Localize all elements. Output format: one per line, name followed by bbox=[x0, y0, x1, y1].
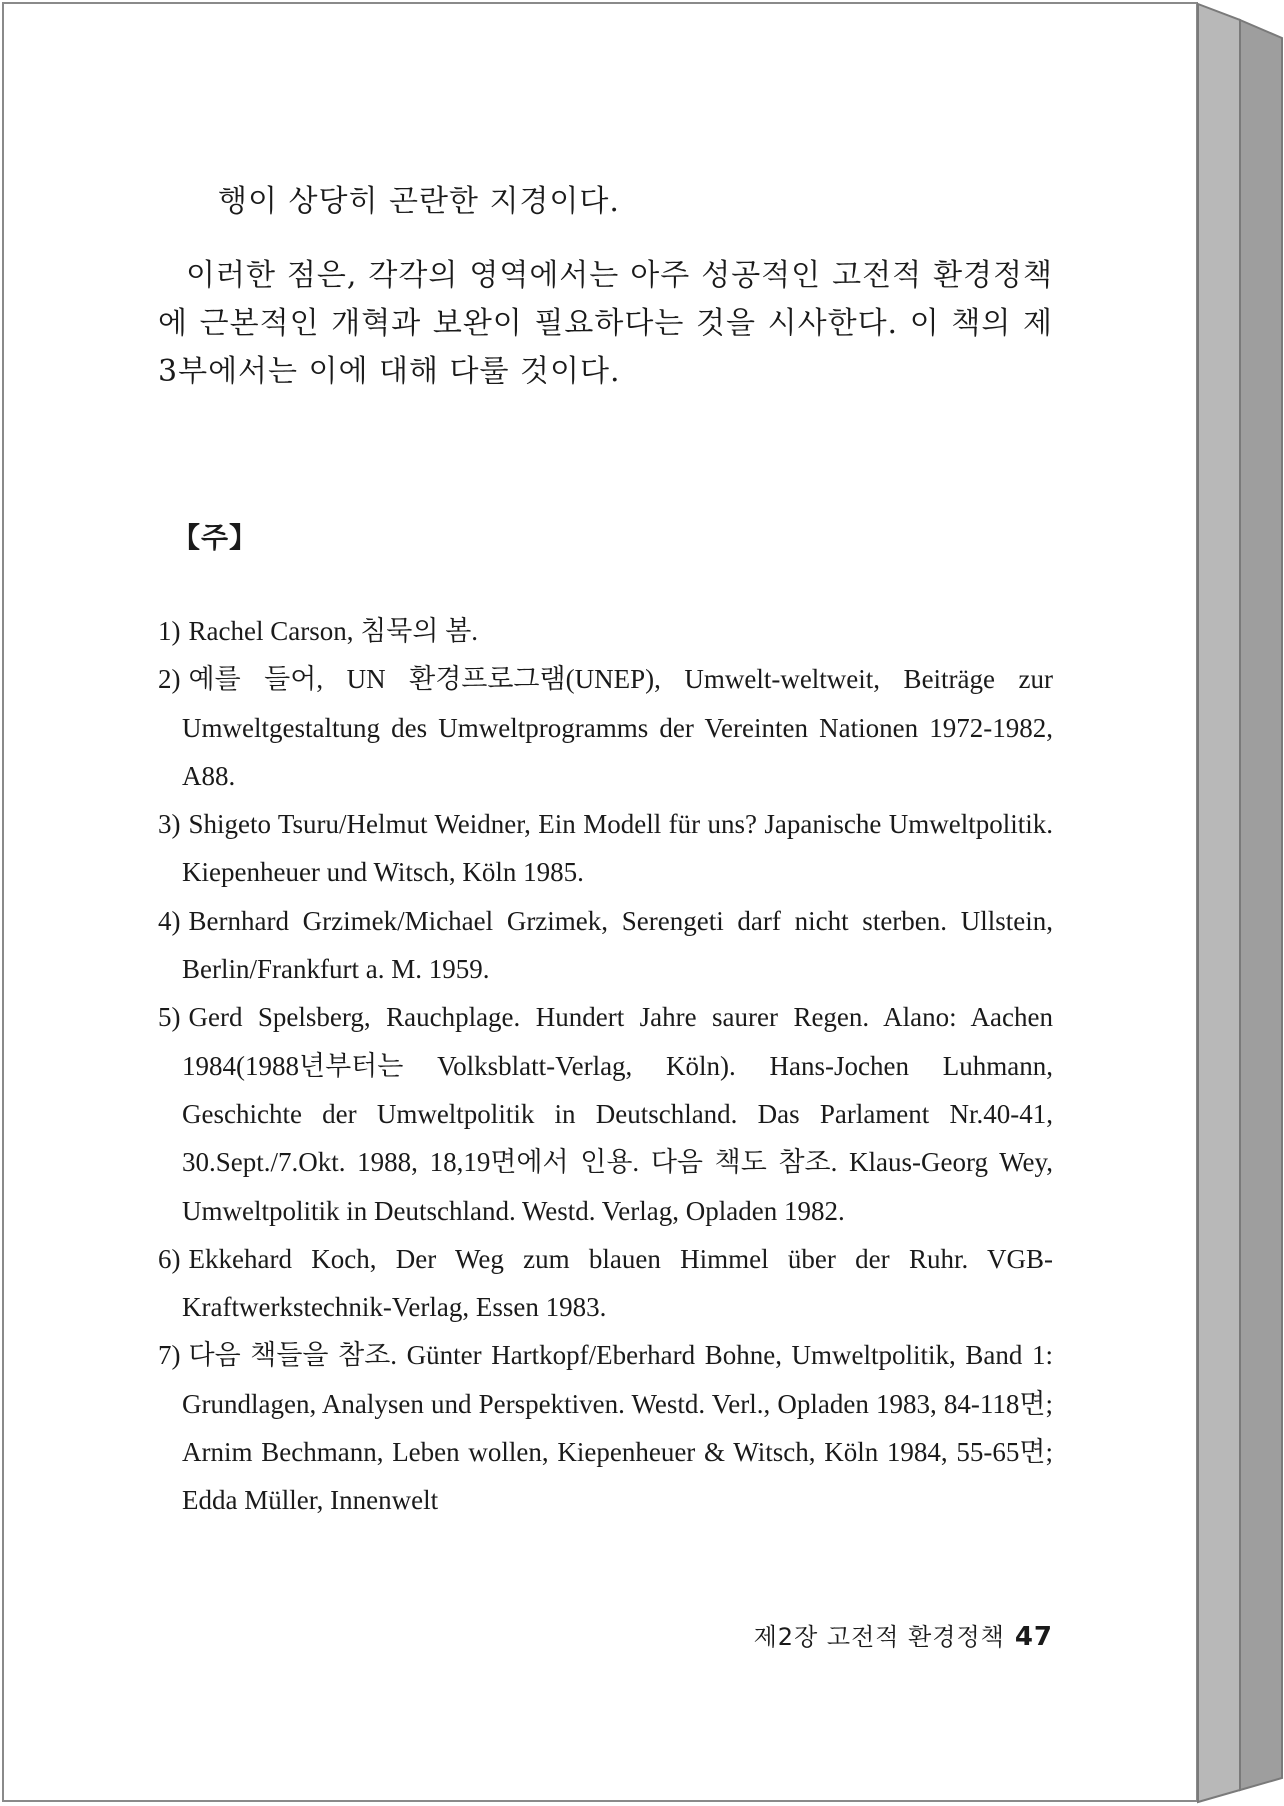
note-item: 5) Gerd Spelsberg, Rauchplage. Hundert Jahre saurer Regen. Alano: Aachen 1984(1988년부터는 Volksblatt-Verlag, Köln). Hans-Jochen Luhmann, Geschichte der Umweltpolitik in Deutschland. Das Parlament Nr.40-41, 30.Sept./7.Okt. 1988, 18,19면에서 인용. 다음 책도 참조. Klaus-Georg Wey, Umweltpolitik in Deutschland. Westd. Verlag, Opladen 1982. bbox=[158, 1002, 1053, 1226]
body-paragraph-1: 행이 상당히 곤란한 지경이다. bbox=[218, 184, 620, 219]
running-footer bbox=[158, 1617, 1053, 1652]
note-item: 3) Shigeto Tsuru/Helmut Weidner, Ein Modell für uns? Japanische Umweltpolitik. Kiepenheuer und Witsch, Köln 1985. bbox=[158, 809, 1053, 888]
notes-heading: 【주】 bbox=[172, 521, 259, 554]
page-number: 47 bbox=[1014, 1622, 1053, 1652]
note-item: 1) Rachel Carson, 침묵의 봄. bbox=[158, 616, 479, 646]
notes-list bbox=[158, 607, 1053, 1525]
body-paragraph-2: 이러한 점은, 각각의 영역에서는 아주 성공적인 고전적 환경정책에 근본적인 개혁과 보완이 필요하다는 것을 시사한다. 이 책의 제3부에서는 이에 대해 다룰 것이다. bbox=[158, 258, 1053, 389]
note-item: 4) Bernhard Grzimek/Michael Grzimek, Serengeti darf nicht sterben. Ullstein, Berlin/Frankfurt a. M. 1959. bbox=[158, 905, 1053, 985]
chapter-title: 제2장 고전적 환경정책 bbox=[753, 1623, 1005, 1651]
note-item: 7) 다음 책들을 참조. Günter Hartkopf/Eberhard Bohne, Umweltpolitik, Band 1: Grundlagen, Analysen und Perspektiven. Westd. Verl., Opladen 1983, 84-118면; Arnim Bechmann, Leben wollen, Kiepenheuer & Witsch, Köln 1984, 55-65면; Edda Müller, Innenwelt bbox=[158, 1340, 1053, 1516]
note-item: 2) 예를 들어, UN 환경프로그램(UNEP), Umwelt-weltweit, Beiträge zur Umweltgestaltung des Umweltprogramms der Vereinten Nationen 1972-1982, A88. bbox=[158, 664, 1053, 791]
note-item: 6) Ekkehard Koch, Der Weg zum blauen Himmel über der Ruhr. VGB-Kraftwerkstechnik-Verlag, Essen 1983. bbox=[158, 1243, 1053, 1323]
